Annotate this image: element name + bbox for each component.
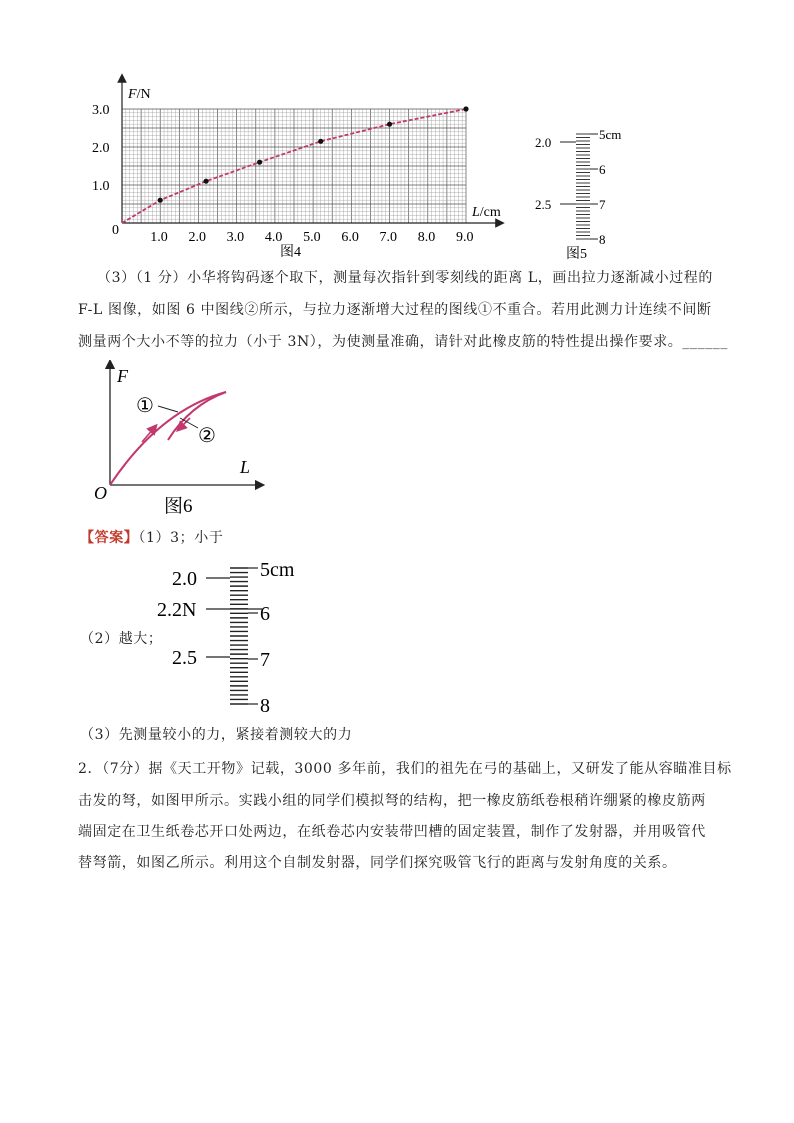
fig4-y-tick-label: 2.0 [92, 141, 110, 156]
fig4-y-label: F/N [128, 87, 151, 102]
answer-label-7: 7 [260, 649, 270, 671]
answer-scale [150, 556, 310, 718]
figure-6 [90, 360, 280, 520]
fig4-data-point [387, 122, 392, 127]
fig6-leader-1 [158, 406, 178, 412]
fig4-data-point [158, 198, 163, 203]
fig5-ticks [576, 134, 590, 239]
answer-part-1: （1）3；小于 [138, 530, 224, 546]
fig6-curve-1-label: ① [136, 395, 154, 417]
q3-line-3: 测量两个大小不等的拉力（小于 3N），为使测量准确，请针对此橡皮筋的特性提出操作要求。______ [78, 334, 729, 350]
figure-5 [530, 120, 650, 265]
fig6-curve-2-label: ② [198, 425, 216, 447]
answer-label-5cm: 5cm [260, 559, 295, 581]
fig4-x-ticks [150, 230, 473, 245]
fig4-x-tick-label: 7.0 [379, 230, 398, 245]
answer-tag: 【答案】 [80, 530, 139, 546]
fig4-data-point [257, 160, 262, 165]
figure-4 [90, 70, 510, 265]
fig4-x-tick-label: 9.0 [456, 230, 474, 245]
q3-line-1: （3）（1 分）小华将钩码逐个取下，测量每次指针到零刻线的距离 L，画出拉力逐渐减小过程的 [97, 270, 714, 286]
answer-label-6: 6 [260, 603, 270, 625]
fig4-x-label: L/cm [472, 205, 501, 220]
fig4-data-point [203, 179, 208, 184]
answer-label-2-2n: 2.2N [157, 599, 197, 621]
figure-5-svg [530, 120, 650, 265]
answer-label-2-5: 2.5 [172, 647, 197, 669]
fig4-caption: 图4 [280, 245, 301, 260]
fig6-l-label: L [240, 457, 251, 477]
q2-line-4: 替弩箭，如图乙所示。利用这个自制发射器，同学们探究吸管飞行的距离与发射角度的关系。 [78, 855, 677, 871]
answer-label-2-0: 2.0 [172, 568, 197, 590]
fig4-data-point [463, 106, 468, 111]
q2-line-1: 2．（7分）据《天工开物》记载，3000 多年前，我们的祖先在弓的基础上，又研发了能从容瞄准目标 [78, 761, 732, 777]
fig5-right-label-6: 6 [599, 162, 606, 177]
fig4-x-tick-label: 8.0 [417, 230, 436, 245]
fig4-x-tick-label: 4.0 [264, 230, 283, 245]
fig4-data-point [318, 139, 323, 144]
figure-6-svg [90, 360, 280, 520]
fig5-right-label-5cm: 5cm [599, 127, 622, 142]
q2-line-3: 端固定在卫生纸卷芯开口处两边，在纸卷芯内安装带凹槽的固定装置，制作了发射器，并用吸管代 [78, 824, 706, 840]
fig5-left-label-2-5: 2.5 [535, 197, 552, 212]
fig5-right-label-8: 8 [599, 232, 606, 247]
fig4-x-tick-label: 3.0 [226, 230, 245, 245]
fig4-x-tick-label: 6.0 [341, 230, 359, 245]
answer-scale-svg [150, 556, 310, 718]
fig4-origin: 0 [112, 223, 119, 238]
fig4-x-tick-label: 1.0 [150, 230, 168, 245]
answer-label-8: 8 [260, 695, 270, 717]
fig5-left-label-2-0: 2.0 [535, 135, 552, 150]
fig6-o-label: O [94, 483, 107, 503]
q2-line-2: 击发的弩，如图甲所示。实践小组的同学们模拟弩的结构，把一橡皮筋纸卷根稍许绷紧的橡皮筋两 [78, 793, 706, 809]
fig4-y-tick-label: 1.0 [92, 179, 110, 194]
answer-scale-ticks [230, 568, 248, 704]
fig4-x-tick-label: 2.0 [188, 230, 206, 245]
fig4-y-ticks [92, 103, 110, 194]
answer-part-3: （3）先测量较小的力，紧接着测较大的力 [80, 727, 353, 743]
answer-line-1 [80, 531, 223, 545]
q3-line-2: F-L 图像，如图 6 中图线②所示，与拉力逐渐增大过程的图线①不重合。若用此测力计连续不间断 [78, 302, 712, 318]
fig4-grid [122, 109, 466, 223]
figure-4-svg [90, 70, 510, 265]
fig6-f-label: F [117, 366, 128, 386]
answer-part-2: （2）越大； [80, 631, 163, 647]
fig5-caption: 图5 [566, 247, 587, 262]
fig4-x-tick-label: 5.0 [303, 230, 321, 245]
fig6-caption: 图6 [164, 496, 193, 517]
fig5-right-label-7: 7 [599, 197, 606, 212]
fig4-y-tick-label: 3.0 [92, 103, 110, 118]
